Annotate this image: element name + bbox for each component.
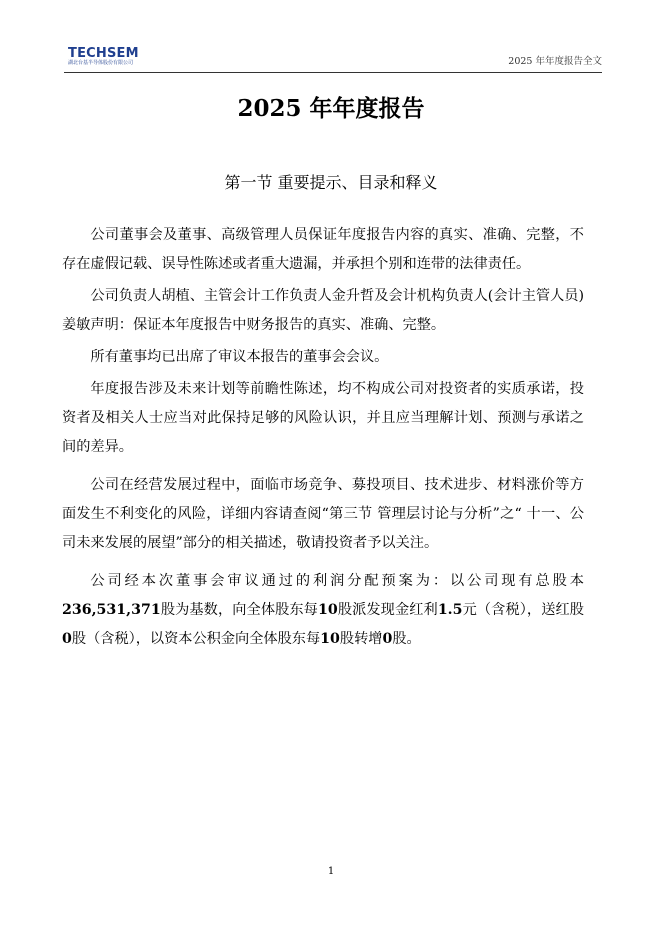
- paragraph-forward-looking: 年度报告涉及未来计划等前瞻性陈述，均不构成公司对投资者的实质承诺，投资者及相关人士应当对此保持足够的风险认识，并且应当理解计划、预测与承诺之间的差异。: [62, 381, 584, 455]
- page-number: 1: [327, 866, 335, 877]
- numeric-figure: 10: [320, 631, 340, 647]
- paragraph-board-guarantee: 公司董事会及董事、高级管理人员保证年度报告内容的真实、准确、完整，不存在虚假记载、误导性陈述或者重大遗漏，并承担个别和连带的法律责任。: [62, 227, 584, 272]
- logo-subtext: 湖北台基半导体股份有限公司: [68, 60, 134, 66]
- numeric-figure: 236,531,371: [62, 602, 161, 618]
- paragraph-profit-distribution: 公司经本次董事会审议通过的利润分配预案为：以公司现有总股本236,531,371股为基数，向全体股东每10股派发现金红利1.5元（含税），送红股0股（含税），以资本公积金向全体股东每10股转增0股。: [62, 573, 584, 647]
- numeric-figure: 0: [62, 631, 72, 647]
- report-title: 2025 年年度报告: [237, 95, 425, 122]
- numeric-figure: 10: [317, 602, 338, 618]
- paragraph-responsible-persons: 公司负责人胡植、主管会计工作负责人金升哲及会计机构负责人(会计主管人员)姜敏声明：保证本年度报告中财务报告的真实、准确、完整。: [62, 288, 584, 333]
- section-title: 第一节 重要提示、目录和释义: [224, 173, 438, 192]
- page-header: [64, 44, 602, 73]
- company-logo: [68, 47, 148, 67]
- paragraph-risk-notice: 公司在经营发展过程中，面临市场竞争、募投项目、技术进步、材料涨价等方面发生不利变化的风险，详细内容请查阅“第三节 管理层讨论与分析”之“ 十一、公司未来发展的展望”部分的相关描述，敬请投资者予以关注。: [62, 477, 584, 551]
- header-doc-label: 2025 年年度报告全文: [508, 56, 602, 67]
- logo-text: TECHSEM: [68, 46, 139, 61]
- report-body: [62, 221, 584, 657]
- numeric-figure: 1.5: [437, 602, 463, 618]
- paragraph-directors-attendance: 所有董事均已出席了审议本报告的董事会会议。: [90, 349, 389, 365]
- numeric-figure: 0: [382, 631, 393, 647]
